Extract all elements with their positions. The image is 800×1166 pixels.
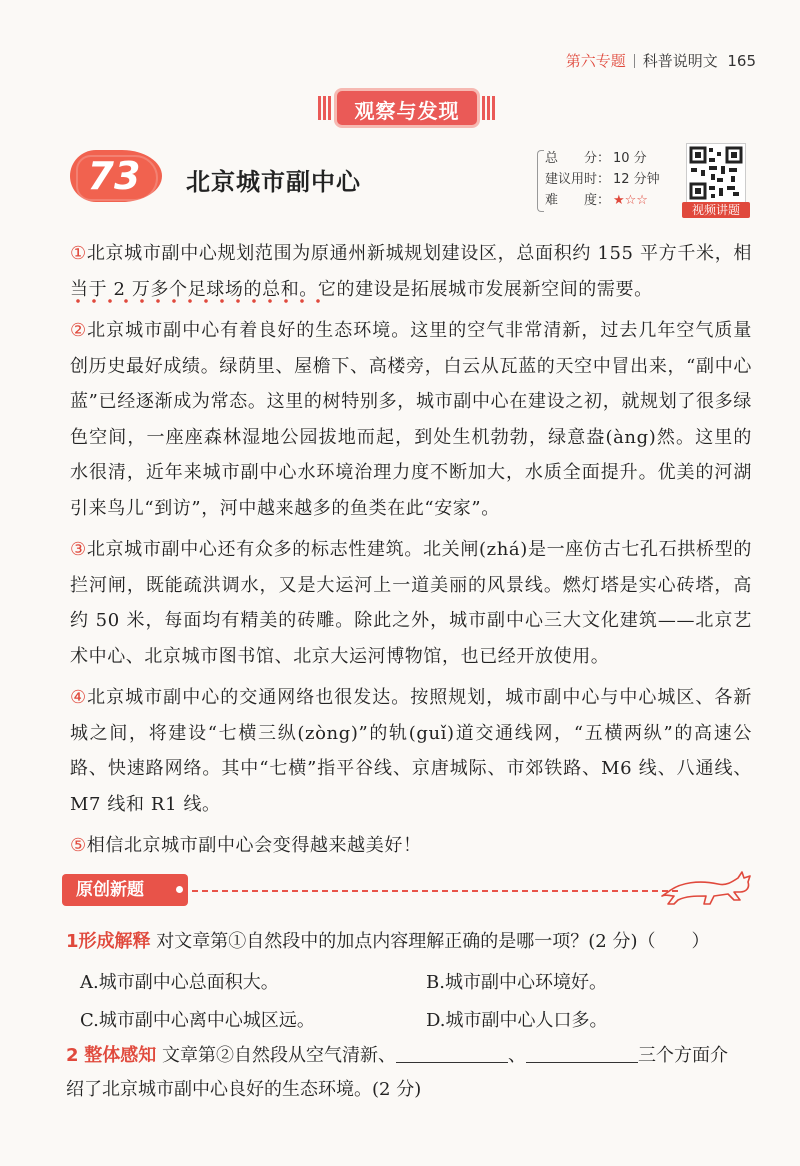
topic-label: 第六专题 (565, 52, 626, 70)
section-label: 科普说明文 (642, 52, 718, 70)
paragraph-2-marker: ② (70, 320, 88, 341)
option-d[interactable]: D.城市副中心人口多。 (426, 1010, 608, 1031)
qr-code-icon[interactable] (686, 143, 746, 203)
exercise-info (545, 148, 660, 211)
banner-label: 观察与发现 (354, 99, 460, 123)
score-value: 10 分 (613, 151, 647, 166)
answer-blank-2[interactable] (526, 1044, 638, 1063)
paragraph-1-marker: ① (70, 243, 87, 264)
question-2-tag: 整体感知 (84, 1045, 157, 1066)
paragraph-2 (70, 313, 752, 526)
paragraph-1-text: 北京城市副中心规划范围为原通州新城规划建设区，总面积约 155 平方千米，相当于 2 万多个足球场的总和。它的建设是拓展城市发展新空间的需要。 (70, 243, 752, 300)
info-bracket (537, 150, 544, 212)
time-label: 建议用时： (545, 172, 611, 187)
section-header: 原创新题 (62, 874, 188, 906)
difficulty-stars: ★☆☆ (613, 193, 648, 208)
section-banner (318, 88, 496, 128)
paragraph-4-marker: ④ (70, 687, 88, 708)
option-b[interactable]: B.城市副中心环境好。 (426, 972, 607, 993)
paragraph-3 (70, 532, 752, 674)
qr-code-graphic (687, 144, 745, 202)
score-label: 总 分： (545, 151, 611, 166)
paragraph-4-text: 北京城市副中心的交通网络也很发达。按照规划，城市副中心与中心城区、各新城之间，将建设“七横三纵(zòng)”的轨(guǐ)道交通线网，“五横两纵”的高速公路、快速路网络。其中“七横”指平谷线、京唐城际、市郊铁路、M6 线、八通线、M7 线和 R1 线。 (70, 687, 752, 815)
question-2-continued: 绍了北京城市副中心良好的生态环境。(2 分) (66, 1079, 422, 1100)
lesson-number-badge (70, 150, 166, 204)
question-1 (66, 926, 756, 958)
lesson-number: 73 (87, 154, 141, 198)
page-number: 165 (727, 52, 756, 70)
question-2-text-c: 三个方面介 (638, 1045, 728, 1066)
paragraph-2-text: 北京城市副中心有着良好的生态环境。这里的空气非常清新，过去几年空气质量创历史最好成绩。绿荫里、屋檐下、高楼旁，白云从瓦蓝的天空中冒出来，“副中心蓝”已经逐渐成为常态。这里的树特别多，城市副中心在建设之初，就规划了很多绿色空间，一座座森林湿地公园拔地而起，到处生机勃勃，绿意盎(àng)然。这里的水很清，近年来城市副中心水环境治理力度不断加大，水质全面提升。优美的河湖引来鸟儿“到访”，河中越来越多的鱼类在此“安家”。 (70, 320, 752, 519)
paragraph-5-text: 相信北京城市副中心会变得越来越美好！ (86, 835, 422, 856)
question-2 (66, 1040, 756, 1072)
question-2-text-b: 、 (508, 1045, 526, 1066)
qr-caption[interactable]: 视频讲题 (682, 202, 750, 218)
option-c[interactable]: C.城市副中心离中心城区远。 (80, 1010, 315, 1031)
question-2-number: 2 (66, 1045, 79, 1066)
section-dashed-line (192, 890, 678, 892)
difficulty-label: 难 度： (545, 193, 611, 208)
question-1-number: 1 (66, 931, 79, 952)
section-dot (176, 886, 183, 893)
passage (70, 236, 752, 864)
emphasis-dots (70, 299, 320, 303)
option-a[interactable]: A.城市副中心总面积大。 (80, 972, 279, 993)
paragraph-5-marker: ⑤ (70, 835, 87, 856)
cat-icon (660, 866, 756, 910)
header-divider (634, 54, 635, 68)
running-header (566, 50, 756, 71)
time-value: 12 分钟 (613, 172, 660, 187)
paragraph-5 (70, 828, 752, 864)
paragraph-3-text: 北京城市副中心还有众多的标志性建筑。北关闸(zhá)是一座仿古七孔石拱桥型的拦河闸，既能疏洪调水，又是大运河上一道美丽的风景线。燃灯塔是实心砖塔，高约 50 米，每面均有精美的砖雕。除此之外，城市副中心三大文化建筑——北京艺术中心、北京城市图书馆、北京大运河博物馆，也已经开放使用。 (70, 539, 752, 667)
question-1-tag: 形成解释 (78, 931, 151, 952)
paragraph-4 (70, 680, 752, 822)
question-1-text: 对文章第①自然段中的加点内容理解正确的是哪一项？(2 分)（ ） (156, 931, 710, 952)
lesson-title: 北京城市副中心 (186, 168, 361, 196)
answer-blank-1[interactable] (396, 1044, 508, 1063)
paragraph-1 (70, 236, 752, 307)
paragraph-3-marker: ③ (70, 539, 87, 560)
question-2-text-a: 文章第②自然段从空气清新、 (162, 1045, 396, 1066)
